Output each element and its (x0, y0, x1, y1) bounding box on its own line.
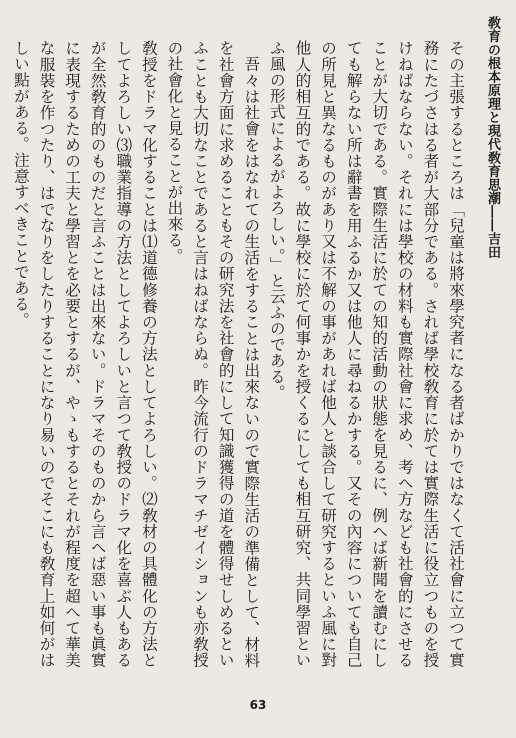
running-head: 敎育の根本原理と現代敎育思潮――吉田 (485, 16, 500, 259)
paragraph-2: 吾々は社會をはなれての生活をすることは出來ないので實際生活の準備として、材料を社會方面に求めることもその研究法を社會的にして知識獲得の道を體得せしめるといふことも大切なことであると言はねばならぬ。昨今流行のドラマチゼイションも亦敎授の社會化と見ることが出來る。 (165, 40, 261, 668)
body-text (11, 40, 468, 668)
page-number: 63 (249, 698, 267, 712)
paragraph-1: その主張するところは「兒童は將來學究者になる者ばかりではなくて活社會に立つて實務にたづさはる者が大部分である。されば學校敎育に於ては實際生活に役立つものを授けねばならない。それには學校の材料も實際社會に求め、考へ方なども社會的にさせることが大切である。實際生活に於ての知的活動の狀態を見るに、例へば新聞を讀むにしても解らない所は辭書を用ふるか又は他人に尋ねるかする。又その內容についても自己の所見と異なるものがあり又は不解の事があれば他人と談合して研究するといふ風に對他人的相互的である。故に學校に於て何事かを授くるにしても相互研究、共同學習といふ風の形式によるがよろしい。」と云ふのである。 (267, 40, 465, 668)
paragraph-3: 敎授をドラマ化することは⑴道德修養の方法としてよろしい。⑵敎材の具體化の方法としてよろしい⑶職業指導の方法としてよろしいと言つて敎授のドラマ化を喜ぶ人もあるが全然敎育的のものだと言ふことは出來ない。ドラマそのものから言へば惡い事も眞實に表現するための工夫と學習とを必要とするが、やゝもするとそれが程度を超へて華美な服裝を作つたり、はでなりをしたりすることになり易いのでそこにも敎育上如何がはしい點がある。注意すべきことである。 (11, 40, 158, 668)
